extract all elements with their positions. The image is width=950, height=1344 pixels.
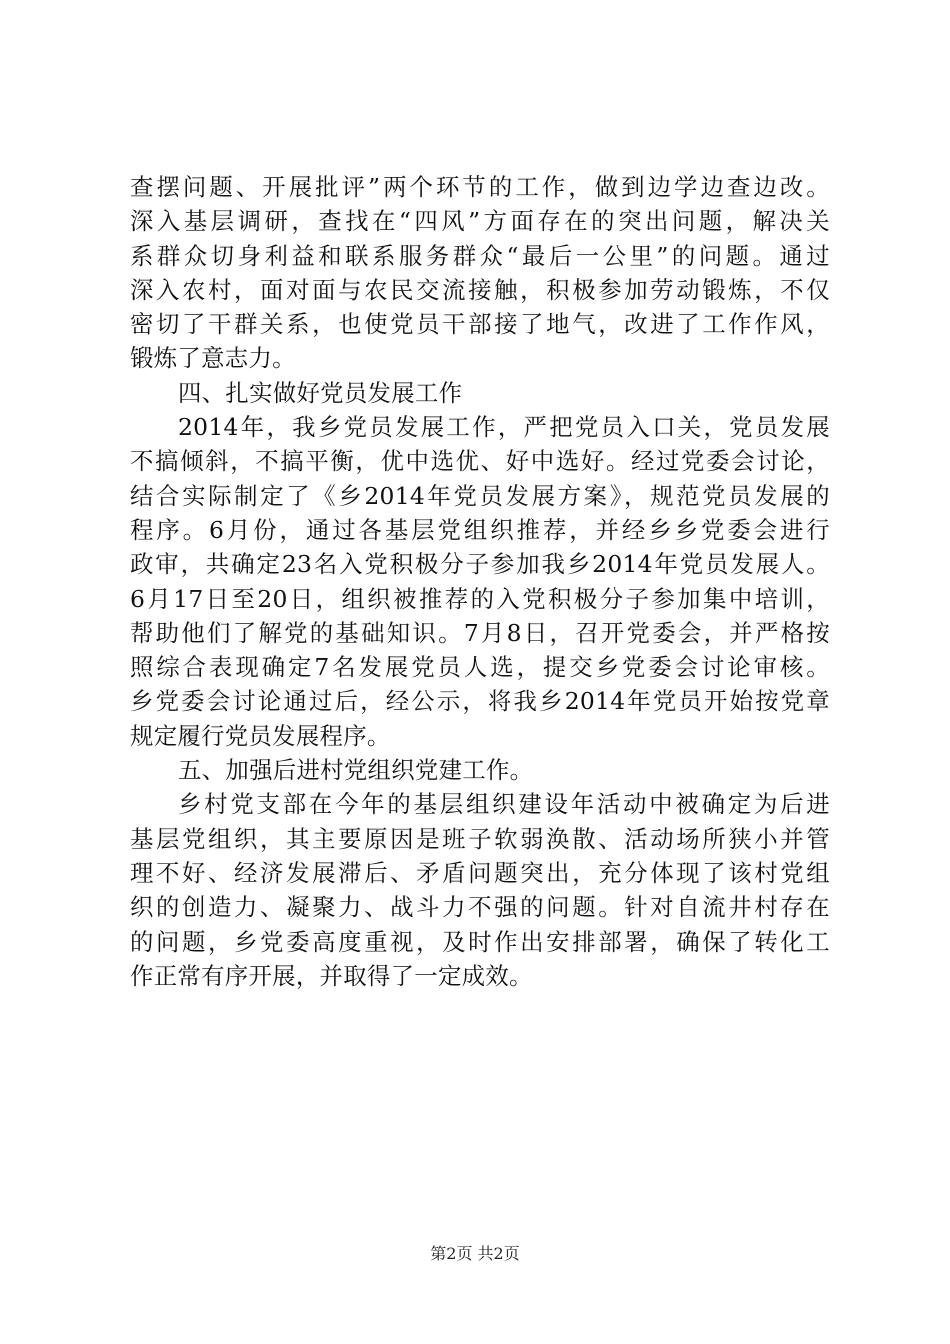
text-line: 乡党委会讨论通过后，经公示，将我乡2014年党员开始按党章	[130, 687, 830, 716]
text-line: 深入农村，面对面与农民交流接触，积极参加劳动锻炼，不仅	[130, 275, 830, 304]
text-line: 锻炼了意志力。	[130, 344, 296, 373]
text-line: 深入基层调研，查找在“四风”方面存在的突出问题，解决关	[130, 207, 830, 236]
text-line: 2014年，我乡党员发展工作，严把党员入口关，党员发展	[178, 413, 830, 442]
text-line: 6月17日至20日，组织被推荐的入党积极分子参加集中培训，	[130, 584, 830, 613]
page-footer: 第2页 共2页	[430, 1244, 520, 1263]
text-line: 照综合表现确定7名发展党员人选，提交乡党委会讨论审核。	[130, 653, 830, 682]
text-line: 政审，共确定23名入党积极分子参加我乡2014年党员发展人。	[130, 550, 830, 579]
section-heading: 四、扎实做好党员发展工作	[178, 378, 463, 407]
text-line: 理不好、经济发展滞后、矛盾问题突出，充分体现了该村党组	[130, 858, 830, 887]
text-line: 程序。6月份，通过各基层党组织推荐，并经乡乡党委会进行	[130, 515, 830, 544]
text-line: 结合实际制定了《乡2014年党员发展方案》，规范党员发展的	[130, 481, 830, 510]
text-line: 的问题，乡党委高度重视，及时作出安排部署，确保了转化工	[130, 927, 830, 956]
text-line: 基层党组织，其主要原因是班子软弱涣散、活动场所狭小并管	[130, 824, 830, 853]
document-body	[130, 170, 830, 993]
text-line: 查摆问题、开展批评”两个环节的工作，做到边学边查边改。	[130, 173, 830, 201]
text-line: 系群众切身利益和联系服务群众“最后一公里”的问题。通过	[130, 241, 830, 270]
text-line: 规定履行党员发展程序。	[130, 721, 391, 750]
text-line: 织的创造力、凝聚力、战斗力不强的问题。针对自流井村存在	[130, 893, 830, 922]
text-line: 不搞倾斜，不搞平衡，优中选优、好中选好。经过党委会讨论，	[130, 447, 830, 476]
section-heading: 五、加强后进村党组织党建工作。	[178, 756, 534, 785]
text-line: 乡村党支部在今年的基层组织建设年活动中被确定为后进	[178, 790, 830, 819]
text-line: 帮助他们了解党的基础知识。7月8日，召开党委会，并严格按	[130, 618, 830, 647]
text-line: 作正常有序开展，并取得了一定成效。	[130, 961, 533, 990]
text-line: 密切了干群关系，也使党员干部接了地气，改进了工作作风，	[130, 310, 830, 339]
